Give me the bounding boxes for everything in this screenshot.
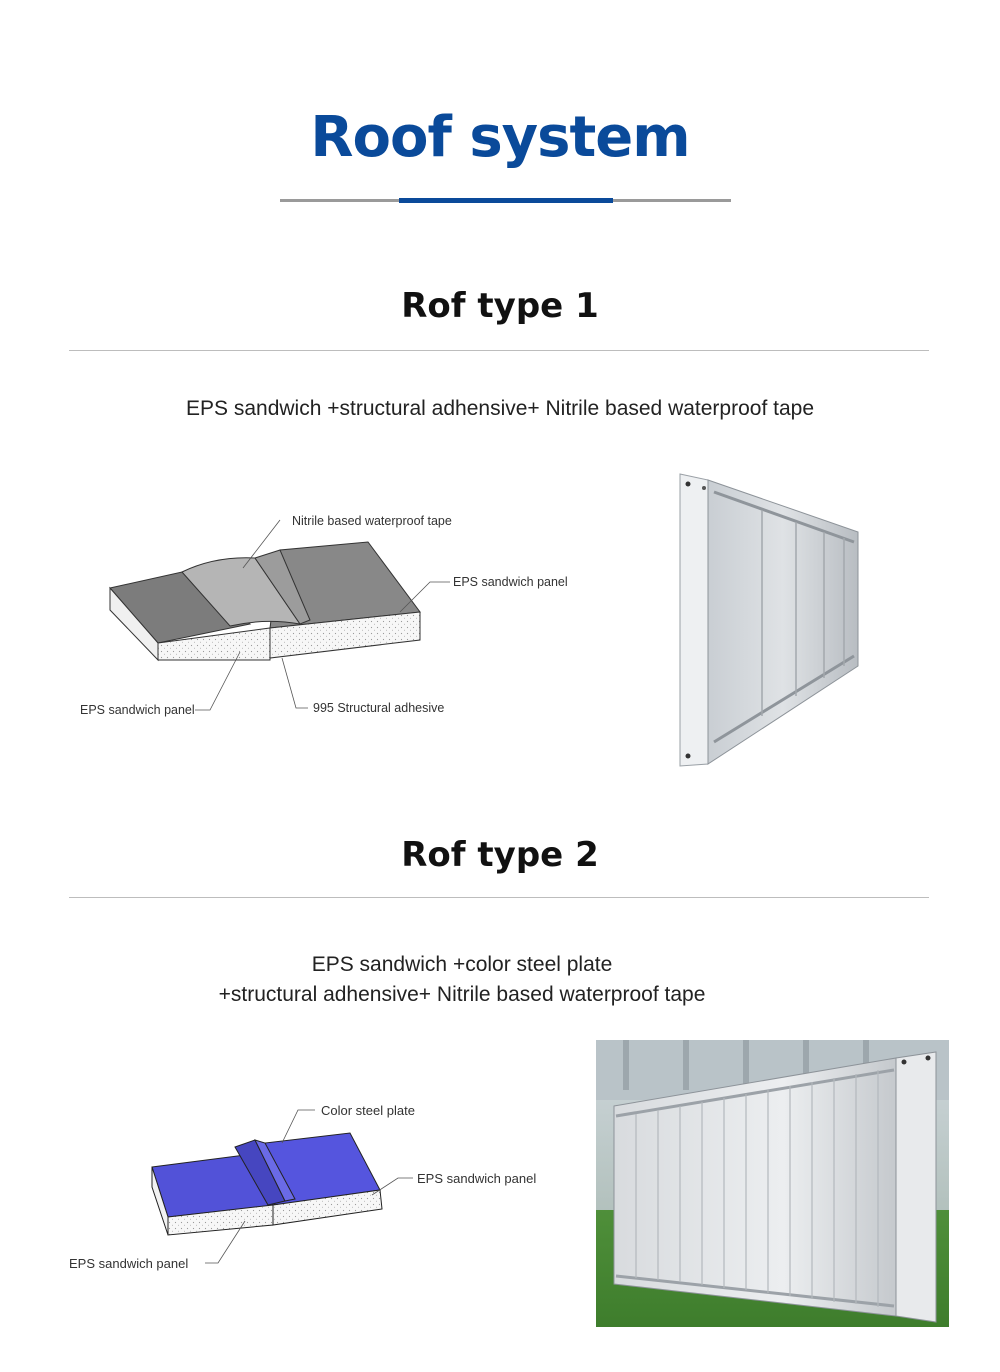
section-title-type-2: Rof type 2 <box>401 835 599 875</box>
label-structural-adhesive: 995 Structural adhesive <box>313 701 445 715</box>
roof-joint-diagram-2 <box>60 1095 570 1285</box>
label-waterproof-tape: Nitrile based waterproof tape <box>292 514 452 528</box>
description-line: EPS sandwich +color steel plate <box>311 953 613 976</box>
section-divider-1 <box>69 350 929 351</box>
title-divider-accent <box>399 198 613 203</box>
section-description-1 <box>0 394 1000 424</box>
description-line: EPS sandwich +structural adhensive+ Nitrile based waterproof tape <box>185 397 814 420</box>
page-title: Roof system <box>310 105 690 170</box>
container-photo <box>596 1040 949 1327</box>
label-color-steel-plate: Color steel plate <box>321 1103 415 1118</box>
label-eps-panel-left: EPS sandwich panel <box>80 703 195 717</box>
section-title-type-1: Rof type 1 <box>401 286 599 326</box>
label-eps-panel-right: EPS sandwich panel <box>417 1171 537 1186</box>
description-line: +structural adhensive+ Nitrile based waterproof tape <box>218 983 706 1006</box>
section-divider-2 <box>69 897 929 898</box>
wall-panel-photo <box>678 470 860 770</box>
roof-joint-diagram-1 <box>70 500 610 730</box>
label-eps-panel-left: EPS sandwich panel <box>69 1256 189 1271</box>
label-eps-panel-right: EPS sandwich panel <box>453 575 568 589</box>
section-description-2 <box>0 950 962 1010</box>
